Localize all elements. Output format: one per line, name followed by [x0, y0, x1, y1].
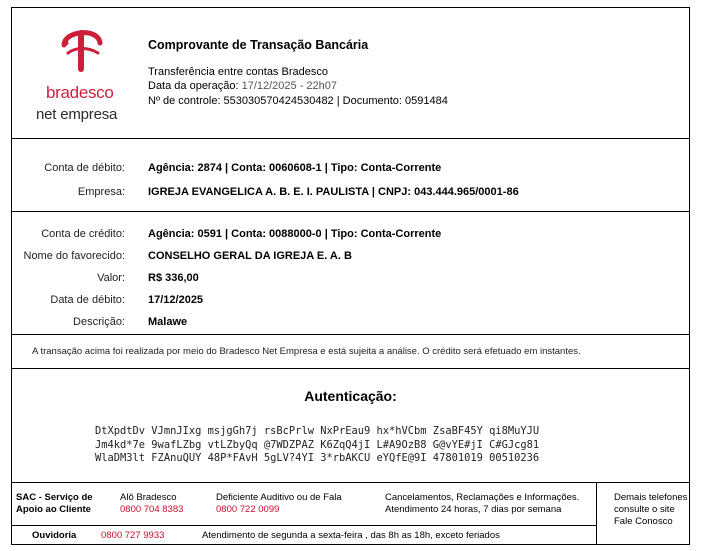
credit-account-label: Conta de crédito: [41, 228, 125, 240]
other-phones-line: Demais telefones [614, 492, 688, 503]
operation-date [148, 80, 337, 92]
cancellations-line: Atendimento 24 horas, 7 dias por semana [385, 504, 562, 515]
debit-account-value: Agência: 2874 | Conta: 0060608-1 | Tipo: Conta-Corrente [148, 162, 442, 174]
other-phones-line: Fale Conosco [614, 516, 673, 527]
footer-divider [11, 525, 596, 526]
brand-subtitle: net empresa [36, 106, 118, 123]
ouvidoria-phone: 0800 727 9933 [101, 530, 165, 541]
amount-value: R$ 336,00 [148, 272, 199, 284]
payee-label: Nome do favorecido: [23, 250, 125, 262]
transaction-notice: A transação acima foi realizada por meio do Bradesco Net Empresa e está sujeita a análise. O crédito será efetuado em instantes. [32, 346, 581, 357]
sac-line: SAC - Serviço de [16, 492, 93, 503]
brand-name: bradesco [46, 83, 114, 102]
alo-bradesco [120, 492, 183, 516]
cancellations-line: Cancelamentos, Reclamações e Informações. [385, 492, 580, 503]
debit-date-label: Data de débito: [50, 294, 125, 306]
auth-line: Jm4kd*7e 9wafLZbg vtLZbyQq @7WDZPAZ K6ZqQ4jI L#A9OzB8 G@vYE#jI C#GJcg81 [95, 438, 540, 451]
debit-account-label: Conta de débito: [44, 162, 125, 174]
alo-phone: 0800 704 8383 [120, 504, 184, 515]
divider [12, 334, 689, 335]
cancellations-info [385, 492, 579, 516]
sac-label [16, 492, 93, 516]
other-phones-line: consulte o site [614, 504, 675, 515]
operation-date-label: Data da operação: [148, 80, 242, 92]
divider [12, 138, 689, 139]
credit-account-value: Agência: 0591 | Conta: 0088000-0 | Tipo: Conta-Corrente [148, 228, 442, 240]
other-phones [614, 492, 687, 528]
ouvidoria-label: Ouvidoria [32, 530, 77, 541]
hearing-impaired-label: Deficiente Auditivo ou de Fala [216, 492, 342, 503]
receipt-frame [11, 7, 690, 545]
ouvidoria-hours: Atendimento de segunda a sexta-feira , das 8h as 18h, exceto feriados [202, 530, 500, 541]
description-label: Descrição: [73, 316, 125, 328]
hearing-impaired [216, 492, 342, 516]
alo-label: Alô Bradesco [120, 492, 177, 503]
authentication-code [95, 425, 539, 466]
footer-divider [596, 483, 597, 545]
sac-line: Apoio ao Cliente [16, 504, 91, 515]
transfer-type: Transferência entre contas Bradesco [148, 66, 328, 78]
divider [12, 211, 689, 212]
description-value: Malawe [148, 316, 188, 328]
company-value: IGREJA EVANGELICA A. B. E. I. PAULISTA | CNPJ: 043.444.965/0001-86 [148, 186, 519, 198]
company-label: Empresa: [77, 186, 125, 198]
bradesco-tree-icon [58, 25, 104, 77]
amount-label: Valor: [97, 272, 125, 284]
authentication-title: Autenticação: [304, 388, 397, 404]
receipt-title: Comprovante de Transação Bancária [148, 38, 369, 52]
footer [11, 482, 690, 545]
divider [12, 368, 689, 369]
hearing-impaired-phone: 0800 722 0099 [216, 504, 280, 515]
control-number: Nº de controle: 553030570424530482 | Documento: 0591484 [148, 95, 448, 107]
operation-date-value: 17/12/2025 - 22h07 [241, 80, 337, 92]
bradesco-logo [36, 25, 136, 123]
auth-line: WlaDM3lt FZAnuQUY 48P*FAvH 5gLV?4YI 3*rbAKCU eYQfE@9I 47801019 00510236 [95, 452, 540, 464]
auth-line: DtXpdtDv VJmnJIxg msjgGh7j rsBcPrlw NxPrEau9 hx*hVCbm ZsaBF45Y qi8MuYJU [95, 425, 540, 437]
debit-date-value: 17/12/2025 [148, 294, 204, 306]
payee-value: CONSELHO GERAL DA IGREJA E. A. B [148, 250, 352, 262]
